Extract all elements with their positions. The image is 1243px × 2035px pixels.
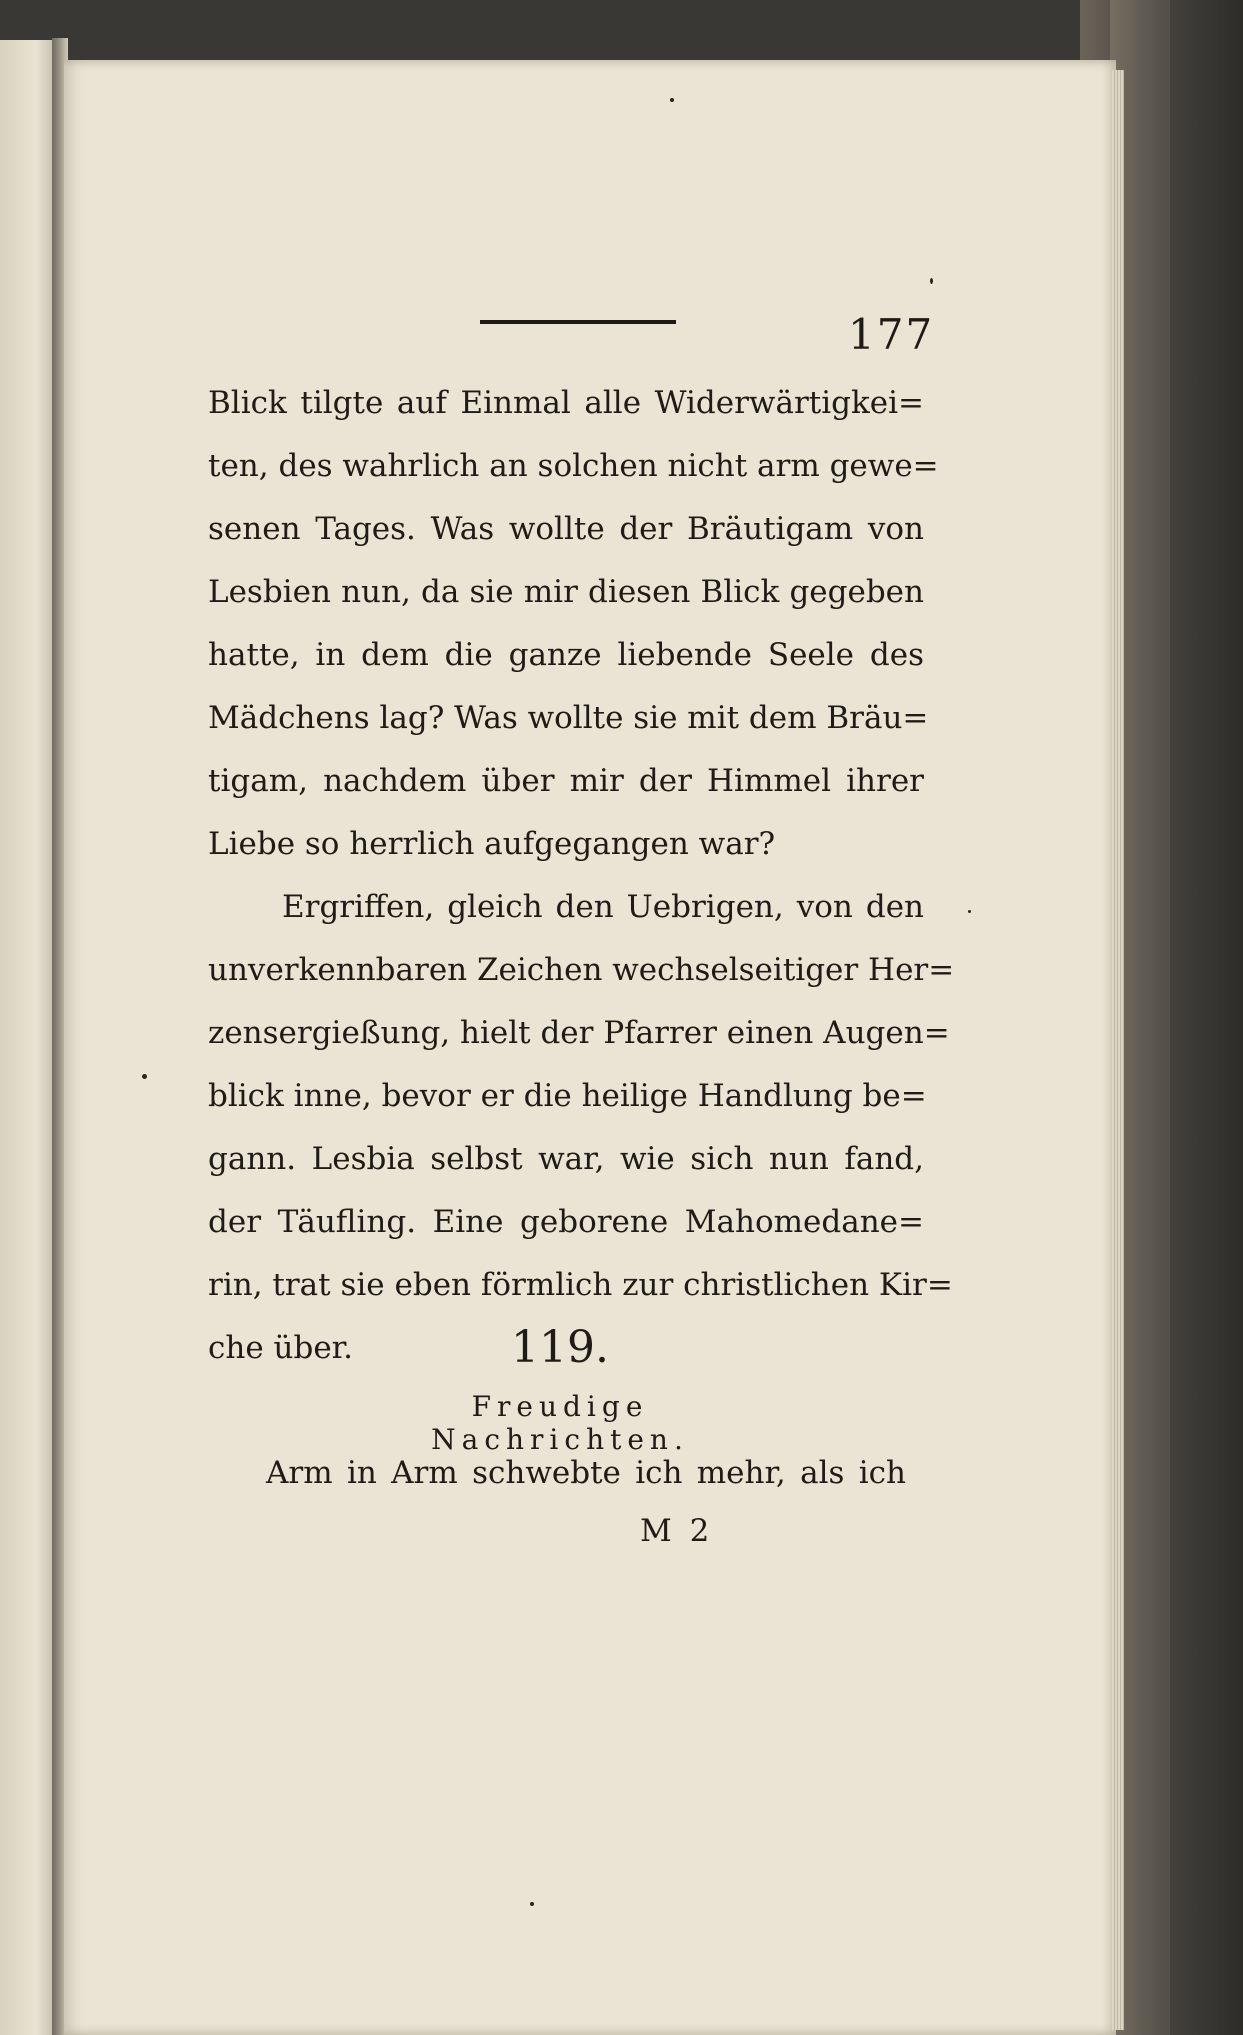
text-line: rin, trat sie eben förmlich zur christlichen Kir=	[208, 1267, 953, 1303]
text-line: gann. Lesbia selbst war, wie sich nun fand,	[208, 1141, 924, 1177]
text-line: blick inne, bevor er die heilige Handlung be=	[208, 1078, 927, 1114]
text-line: ten, des wahrlich an solchen nicht arm gewe=	[208, 448, 939, 484]
text-line: senen Tages. Was wollte der Bräutigam von	[208, 511, 924, 547]
page-number: 177	[848, 310, 935, 359]
paper-speck	[530, 1902, 534, 1906]
text-line: Liebe so herrlich aufgegangen war?	[208, 826, 776, 862]
section-title: Freudige Nachrichten.	[431, 1390, 689, 1456]
text-line: hatte, in dem die ganze liebende Seele des	[208, 637, 924, 673]
text-line: unverkennbaren Zeichen wechselseitiger Her=	[208, 952, 955, 988]
text-line: Arm in Arm schwebte ich mehr, als ich	[266, 1455, 906, 1491]
text-line: Mädchens lag? Was wollte sie mit dem Bräu=	[208, 700, 929, 736]
body-text	[208, 372, 955, 1380]
text-line: che über.	[208, 1330, 353, 1366]
paper-speck	[968, 910, 971, 913]
text-line: tigam, nachdem über mir der Himmel ihrer	[208, 763, 924, 799]
paper-speck	[930, 278, 933, 284]
paper-speck	[142, 1074, 147, 1079]
paper-speck	[670, 98, 674, 102]
text-line: Blick tilgte auf Einmal alle Widerwärtigkei=	[208, 385, 924, 421]
text-line: der Täufling. Eine geborene Mahomedane=	[208, 1204, 924, 1240]
page-stack-edge	[1112, 70, 1124, 2030]
text-line: Lesbien nun, da sie mir diesen Blick gegeben	[208, 574, 924, 610]
facing-page-edge	[0, 40, 60, 2035]
text-line: zensergießung, hielt der Pfarrer einen Augen=	[208, 1015, 950, 1051]
header-rule	[480, 320, 676, 324]
section-number: 119.	[511, 1322, 609, 1373]
text-line: Ergriffen, gleich den Uebrigen, von den	[282, 889, 924, 925]
signature-mark: M 2	[640, 1513, 714, 1549]
